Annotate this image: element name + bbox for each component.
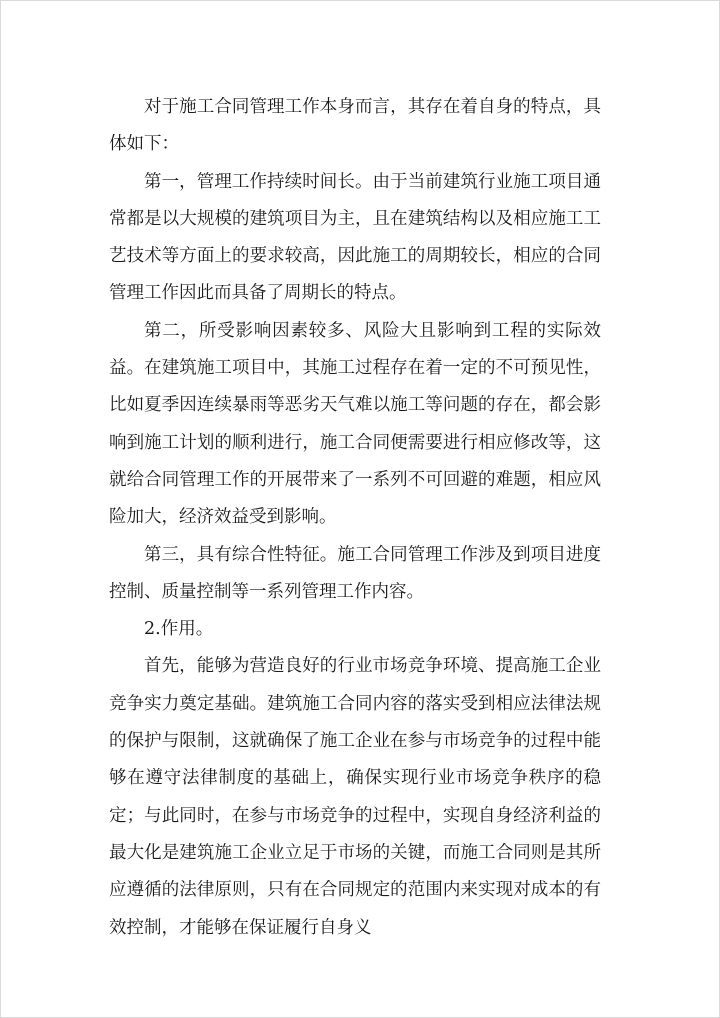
- section-heading-role: 2.作用。: [144, 619, 214, 640]
- paragraph-third-point: 第三，具有综合性特征。施工合同管理工作涉及到项目进度控制、质量控制等一系列管理工作内容。: [109, 544, 601, 602]
- document-body: [109, 89, 601, 947]
- paragraph-first-point: 第一，管理工作持续时间长。由于当前建筑行业施工项目通常都是以大规模的建筑项目为主，且在建筑结构以及相应施工工艺技术等方面上的要求较高，因此施工的周期较长，相应的合同管理工作因此而具备了周期长的特点。: [109, 171, 601, 304]
- paragraph-intro: 对于施工合同管理工作本身而言，其存在着自身的特点，具体如下：: [109, 97, 601, 155]
- paragraph-second-point: 第二，所受影响因素较多、风险大且影响到工程的实际效益。在建筑施工项目中，其施工过程存在着一定的不可预见性，比如夏季因连续暴雨等恶劣天气难以施工等问题的存在，都会影响到施工计划的顺利进行，施工合同便需要进行相应修改等，这就给合同管理工作的开展带来了一系列不可回避的难题，相应风险加大，经济效益受到影响。: [109, 320, 601, 528]
- paragraph-firstly: 首先，能够为营造良好的行业市场竞争环境、提高施工企业竞争实力奠定基础。建筑施工合同内容的落实受到相应法律法规的保护与限制，这就确保了施工企业在参与市场竞争的过程中能够在遵守法律制度的基础上，确保实现行业市场竞争秩序的稳定；与此同时，在参与市场竞争的过程中，实现自身经济利益的最大化是建筑施工企业立足于市场的关键，而施工合同则是其所应遵循的法律原则，只有在合同规定的范围内来实现对成本的有效控制，才能够在保证履行自身义: [109, 656, 601, 938]
